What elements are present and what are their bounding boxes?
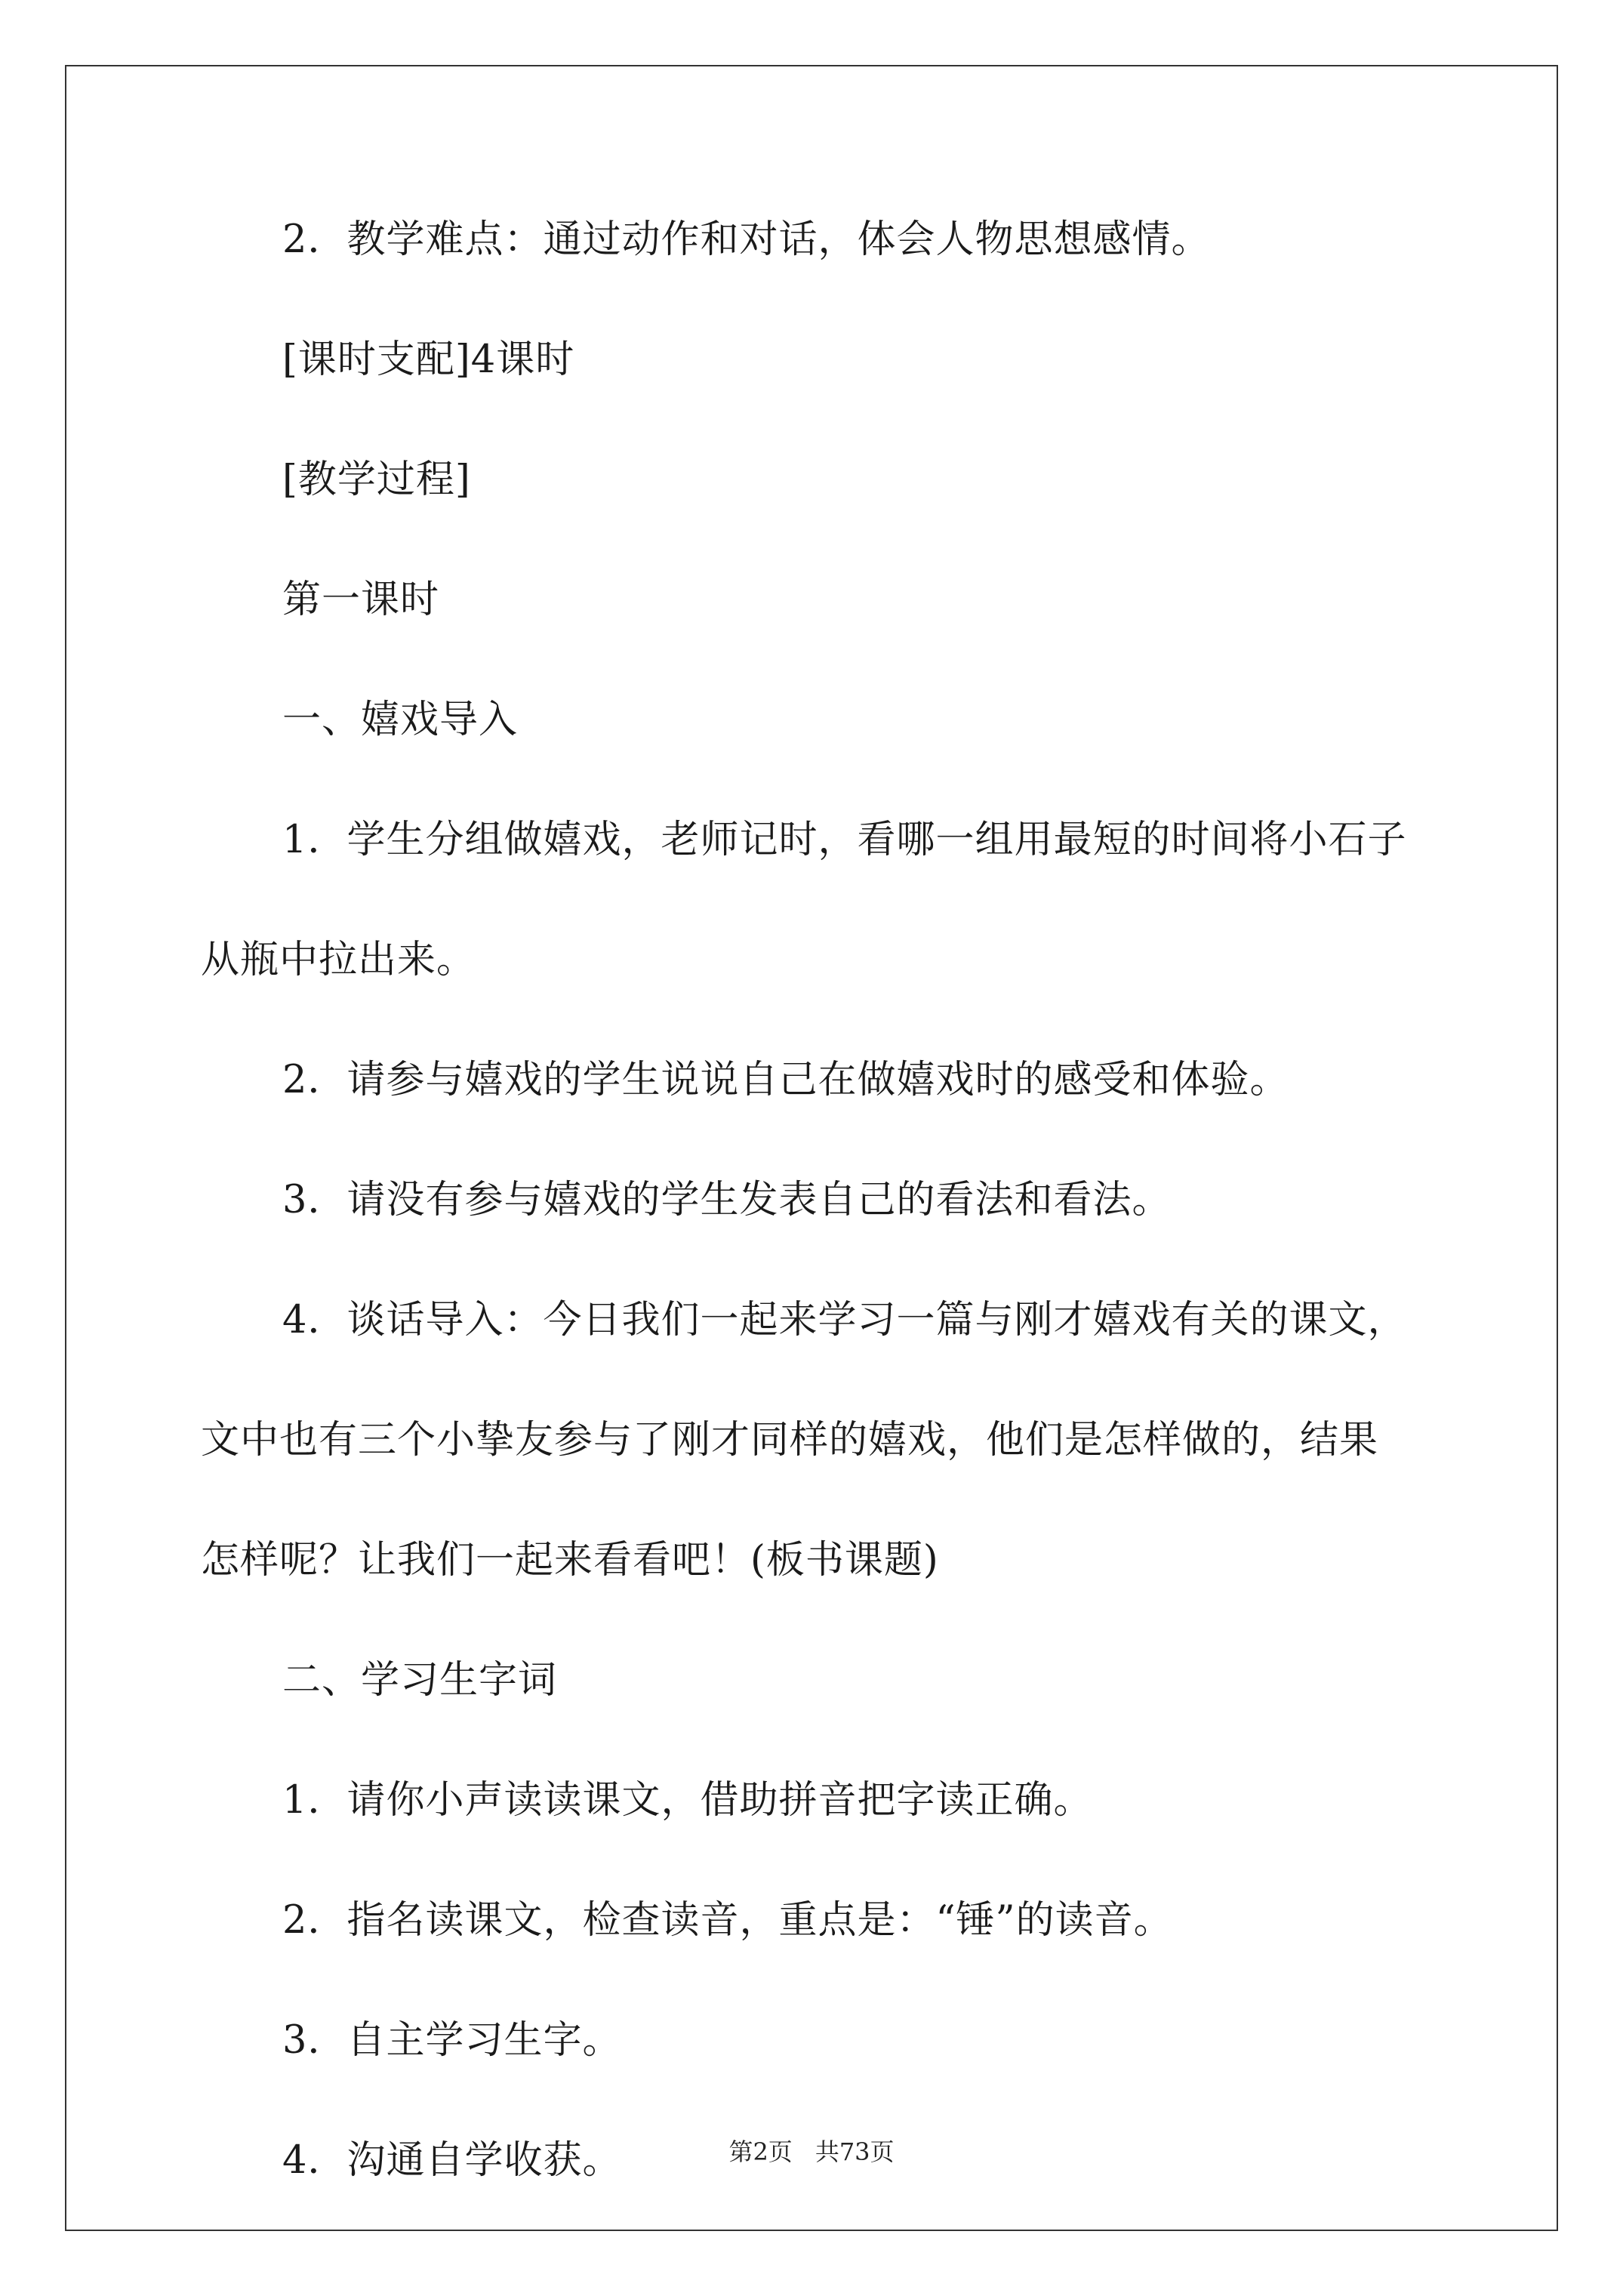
paragraph: 4．谈话导入：今日我们一起来学习一篇与刚才嬉戏有关的课文， <box>282 1298 1407 1342</box>
paragraph: 二、学习生字词 <box>282 1658 558 1703</box>
paragraph: 一、嬉戏导入 <box>282 698 519 742</box>
paragraph: 1．学生分组做嬉戏，老师记时，看哪一组用最短的时间将小石子 <box>282 818 1407 862</box>
paragraph: [教学过程] <box>282 458 471 502</box>
page-number: 第2页 <box>728 2137 793 2166</box>
paragraph: 2．指名读课文，检查读音，重点是：“锤”的读音。 <box>282 1898 1173 1943</box>
paragraph: 2．请参与嬉戏的学生说说自己在做嬉戏时的感受和体验。 <box>282 1058 1289 1102</box>
paragraph-continuation: 从瓶中拉出来。 <box>201 938 476 982</box>
paragraph-continuation: 文中也有三个小挚友参与了刚才同样的嬉戏，他们是怎样做的，结果 <box>201 1418 1379 1462</box>
page-total: 共73页 <box>815 2137 895 2166</box>
paragraph: 3．请没有参与嬉戏的学生发表自己的看法和看法。 <box>282 1178 1172 1222</box>
paragraph: 4．沟通自学收获。 <box>282 2138 622 2183</box>
paragraph: 3．自主学习生字。 <box>282 2018 622 2063</box>
paragraph: [课时支配]4课时 <box>282 337 575 382</box>
paragraph: 第一课时 <box>282 578 440 622</box>
paragraph: 1．请你小声读读课文，借助拼音把字读正确。 <box>282 1778 1093 1823</box>
page-footer <box>0 2137 1623 2166</box>
paragraph-continuation: 怎样呢？让我们一起来看看吧！(板书课题) <box>201 1538 939 1583</box>
paragraph: 2．教学难点：通过动作和对话，体会人物思想感情。 <box>282 217 1211 262</box>
